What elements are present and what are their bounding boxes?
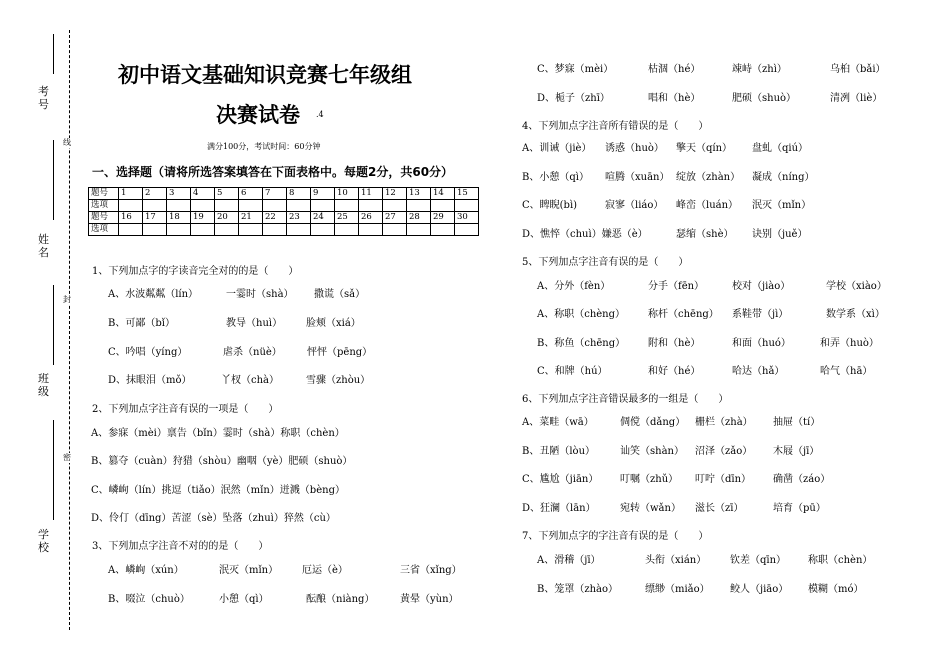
- table-cell: 20: [215, 212, 239, 224]
- q7-option: 称职（chèn）: [808, 555, 873, 566]
- name-write-line: [53, 140, 54, 220]
- q3-option: 泯灭（mǐn）: [219, 565, 279, 576]
- exam-subtitle: 决赛试卷: [216, 103, 300, 127]
- q6-option: B、丑陋（lòu）: [522, 446, 596, 457]
- table-cell: 18: [167, 212, 191, 224]
- q1-option: B、可鄙（bǐ）: [108, 318, 175, 329]
- table-cell: 2: [143, 188, 167, 200]
- table-cell: 10: [335, 188, 359, 200]
- table-cell: 26: [359, 212, 383, 224]
- q5-option: 附和（hè）: [648, 338, 701, 349]
- q6-option: 讪笑（shàn）: [620, 446, 684, 457]
- q2-option: D、伶仃（dīng）苦涩（sè）坠落（zhuì）猝然（cù）: [91, 513, 336, 524]
- answer-cell[interactable]: [407, 200, 431, 212]
- table-cell: 5: [215, 188, 239, 200]
- q4-option: D、憔悴（chuì）嫌恶（è）: [522, 229, 648, 240]
- q4-option: B、小憩（qì）: [522, 172, 589, 183]
- q3-option: 厄运（è）: [302, 565, 348, 576]
- answer-cell[interactable]: [383, 224, 407, 236]
- answer-cell[interactable]: [383, 200, 407, 212]
- question-1-stem: 1、下列加点字的字读音完全对的的是（ ）: [92, 266, 299, 277]
- table-cell: 25: [335, 212, 359, 224]
- q1-option: A、水波粼粼（lín）: [108, 289, 199, 300]
- q6-option: 滋长（zī）: [695, 503, 744, 514]
- margin-mark-line: 线: [63, 138, 71, 147]
- table-cell: 21: [239, 212, 263, 224]
- table-cell: 6: [239, 188, 263, 200]
- section-heading: 一、选择题（请将所选答案填答在下面表格中。每题2分，共60分）: [92, 165, 454, 179]
- q6-option: 确凿（záo）: [773, 474, 831, 485]
- exam-title: 初中语文基础知识竞赛七年级组: [118, 63, 412, 87]
- q7-option: A、滑稽（jī）: [537, 555, 601, 566]
- q2-option: A、参寐（mèi）禀告（bǐn）霎时（shà）称职（chèn）: [91, 428, 345, 439]
- q3-option: 酝酿（niàng）: [306, 594, 375, 605]
- table-row: [89, 188, 479, 200]
- q3-option: 清冽（liè）: [830, 93, 883, 104]
- class-write-line: [53, 285, 54, 365]
- answer-cell[interactable]: [335, 224, 359, 236]
- table-cell: 22: [263, 212, 287, 224]
- answer-cell[interactable]: [359, 224, 383, 236]
- q4-option: 喧腾（xuān）: [605, 172, 670, 183]
- q3-option: C、梦寐（mèi）: [537, 64, 614, 75]
- exam-no-label: 考号: [38, 85, 49, 111]
- q7-option: B、笼罩（zhào）: [537, 584, 619, 595]
- table-cell: 23: [287, 212, 311, 224]
- q5-option: B、称鱼（chēng）: [537, 338, 626, 349]
- table-cell: 16: [119, 212, 143, 224]
- q5-option: 和好（hé）: [648, 366, 701, 377]
- q3-option: 三省（xǐng）: [400, 565, 462, 576]
- table-cell: 8: [287, 188, 311, 200]
- q1-option: 丫杈（chà）: [221, 375, 280, 386]
- table-row: [89, 200, 479, 212]
- q6-option: 叮咛（dīn）: [695, 474, 752, 485]
- table-cell: 13: [407, 188, 431, 200]
- q4-option: 擎天（qín）: [676, 143, 733, 154]
- q1-option: 怦怦（pēng）: [307, 347, 373, 358]
- table-cell: 1: [119, 188, 143, 200]
- table-cell: 19: [191, 212, 215, 224]
- table-cell: 17: [143, 212, 167, 224]
- table-cell: 11: [359, 188, 383, 200]
- q6-option: 抽屉（tí）: [773, 417, 821, 428]
- answer-cell[interactable]: [455, 224, 479, 236]
- answer-cell[interactable]: [119, 200, 143, 212]
- answer-cell[interactable]: [143, 200, 167, 212]
- q5-option: 和弄（huò）: [820, 338, 879, 349]
- table-cell: 29: [431, 212, 455, 224]
- answer-cell[interactable]: [287, 224, 311, 236]
- q7-option: 鲛人（jiāo）: [730, 584, 789, 595]
- table-cell: 3: [167, 188, 191, 200]
- exam-info: 满分100分，考试时间：60分钟: [207, 142, 321, 151]
- question-7-stem: 7、下列加点字的字注音有误的是（ ）: [522, 531, 709, 542]
- table-row: [89, 224, 479, 236]
- q5-option: A、称职（chèng）: [537, 309, 626, 320]
- q6-option: 培育（pū）: [773, 503, 826, 514]
- row-label: 选项: [89, 224, 119, 236]
- table-cell: 30: [455, 212, 479, 224]
- table-cell: 24: [311, 212, 335, 224]
- table-cell: 14: [431, 188, 455, 200]
- q3-option: A、嶙峋（xún）: [108, 565, 184, 576]
- q6-option: C、尴尬（jiān）: [522, 474, 599, 485]
- q4-option: 诀别（juě）: [752, 229, 808, 240]
- answer-cell[interactable]: [335, 200, 359, 212]
- q3-option: 乌桕（bǎi）: [830, 64, 886, 75]
- answer-cell[interactable]: [215, 224, 239, 236]
- answer-cell[interactable]: [455, 200, 479, 212]
- q5-option: 分手（fēn）: [648, 281, 705, 292]
- q5-option: C、和牌（hú）: [537, 366, 608, 377]
- q6-option: A、菜畦（wā）: [522, 417, 594, 428]
- table-cell: 27: [383, 212, 407, 224]
- q3-option: 唱和（hè）: [648, 93, 701, 104]
- question-6-stem: 6、下列加点字注音错误最多的一组是（ ）: [522, 394, 729, 405]
- q5-option: 系鞋带（jì）: [732, 309, 789, 320]
- q7-option: 头衔（xián）: [645, 555, 707, 566]
- subtitle-mark: .4: [316, 110, 324, 119]
- row-label: 题号: [89, 212, 119, 224]
- answer-cell[interactable]: [431, 200, 455, 212]
- answer-cell[interactable]: [287, 200, 311, 212]
- q7-option: 模糊（mó）: [808, 584, 864, 595]
- table-cell: 9: [311, 188, 335, 200]
- exam-no-write-line: [53, 34, 54, 74]
- q6-option: 倜傥（dǎng）: [620, 417, 686, 428]
- q4-option: 绽放（zhàn）: [676, 172, 741, 183]
- q3-option: 竦峙（zhì）: [732, 64, 787, 75]
- answer-cell[interactable]: [239, 224, 263, 236]
- q4-option: A、训诫（jiè）: [522, 143, 592, 154]
- answer-cell[interactable]: [263, 200, 287, 212]
- table-row: [89, 212, 479, 224]
- answer-cell[interactable]: [167, 224, 191, 236]
- answer-cell[interactable]: [311, 200, 335, 212]
- q5-option: 学校（xiào）: [826, 281, 887, 292]
- q1-option: D、抹眼泪（mǒ）: [108, 375, 192, 386]
- q3-option: 黄晕（yùn）: [400, 594, 459, 605]
- margin-mark-seal: 封: [63, 295, 71, 304]
- margin-mark-secret: 密: [63, 453, 71, 462]
- q1-option: 教导（huì）: [226, 318, 283, 329]
- school-write-line: [53, 420, 54, 520]
- q3-option: 枯涸（hé）: [648, 64, 701, 75]
- answer-cell[interactable]: [359, 200, 383, 212]
- name-label: 姓名: [38, 233, 49, 259]
- answer-cell[interactable]: [239, 200, 263, 212]
- q1-option: 脸颊（xiá）: [306, 318, 361, 329]
- q3-option: 肥硕（shuò）: [732, 93, 797, 104]
- binding-dashed-line: [69, 30, 70, 630]
- row-label: 题号: [89, 188, 119, 200]
- q4-option: 瑟缩（shè）: [676, 229, 734, 240]
- answer-cell[interactable]: [119, 224, 143, 236]
- table-cell: 12: [383, 188, 407, 200]
- school-label: 学校: [38, 528, 49, 554]
- answer-cell[interactable]: [311, 224, 335, 236]
- q7-option: 缥缈（miǎo）: [645, 584, 710, 595]
- answer-table: [88, 187, 479, 236]
- table-cell: 7: [263, 188, 287, 200]
- q1-option: 虐杀（nüè）: [223, 347, 282, 358]
- answer-cell[interactable]: [143, 224, 167, 236]
- q6-option: 栅栏（zhà）: [695, 417, 753, 428]
- q4-option: 凝成（níng）: [752, 172, 815, 183]
- q4-option: 盘虬（qiú）: [752, 143, 809, 154]
- q4-option: C、睥睨(bì): [522, 200, 578, 211]
- table-cell: 4: [191, 188, 215, 200]
- answer-cell[interactable]: [191, 200, 215, 212]
- q4-option: 峰峦（luán）: [676, 200, 739, 211]
- q5-option: 哈气（hā）: [820, 366, 873, 377]
- q4-option: 寂寥（liáo）: [605, 200, 664, 211]
- question-3-stem: 3、下列加点字注音不对的的是（ ）: [92, 541, 269, 552]
- row-label: 选项: [89, 200, 119, 212]
- q5-option: A、分外（fèn）: [537, 281, 611, 292]
- q1-option: 雪骤（zhòu）: [306, 375, 371, 386]
- table-cell: 28: [407, 212, 431, 224]
- answer-cell[interactable]: [431, 224, 455, 236]
- q7-option: 钦差（qīn）: [730, 555, 787, 566]
- q5-option: 数学系（xì）: [826, 309, 885, 320]
- q3-option: D、栀子（zhī）: [537, 93, 610, 104]
- answer-cell[interactable]: [167, 200, 191, 212]
- q1-option: 一霎时（shà）: [226, 289, 294, 300]
- q1-option: 撒谎（sǎ）: [314, 289, 366, 300]
- q5-option: 和面（huó）: [732, 338, 791, 349]
- answer-cell[interactable]: [191, 224, 215, 236]
- q6-option: 木屐（jī）: [773, 446, 820, 457]
- table-cell: 15: [455, 188, 479, 200]
- q2-option: C、嶙峋（lín）挑逗（tiǎo）泯然（mǐn）迸溅（bèng）: [91, 485, 345, 496]
- answer-cell[interactable]: [215, 200, 239, 212]
- q6-option: D、狂澜（lān）: [522, 503, 596, 514]
- q6-option: 叮嘱（zhǔ）: [620, 474, 679, 485]
- question-4-stem: 4、下列加点字注音所有错误的是（ ）: [522, 121, 709, 132]
- answer-cell[interactable]: [407, 224, 431, 236]
- q1-option: C、吟唱（yíng）: [108, 347, 188, 358]
- class-label: 班级: [38, 372, 49, 398]
- q2-option: B、篡夺（cuàn）狩猎（shòu）幽咽（yè）肥硕（shuò）: [91, 456, 353, 467]
- q6-option: 宛转（wǎn）: [620, 503, 681, 514]
- q3-option: B、啜泣（chuò）: [108, 594, 190, 605]
- q4-option: 诱惑（huò）: [605, 143, 664, 154]
- q5-option: 称杆（chēng）: [648, 309, 719, 320]
- q6-option: 沼泽（zǎo）: [695, 446, 753, 457]
- question-5-stem: 5、下列加点字注音有误的是（ ）: [522, 257, 689, 268]
- q5-option: 校对（jiào）: [732, 281, 791, 292]
- q5-option: 哈达（hǎ）: [732, 366, 785, 377]
- q3-option: 小憩（qì）: [219, 594, 269, 605]
- q4-option: 泯灭（mǐn）: [752, 200, 812, 211]
- answer-cell[interactable]: [263, 224, 287, 236]
- question-2-stem: 2、下列加点字注音有误的一项是（ ）: [92, 404, 279, 415]
